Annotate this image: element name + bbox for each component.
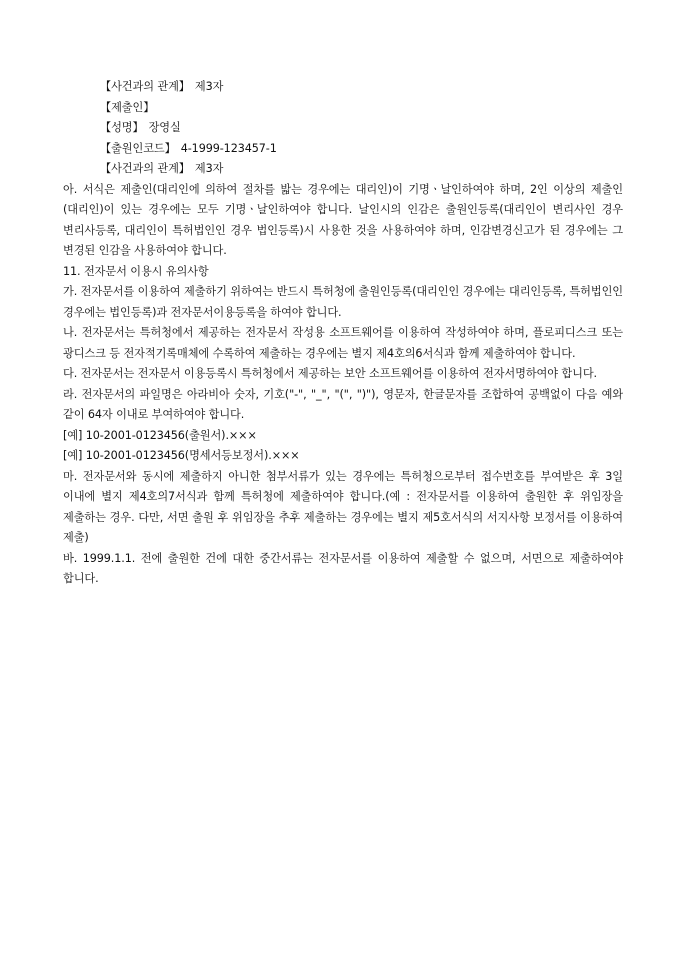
item-ba-paragraph: 바. 1999.1.1. 전에 출원한 건에 대한 중간서류는 전자문서를 이용하여 제출할 수 없으며, 서면으로 제출하여야 합니다. [63, 551, 623, 585]
field-applicant-code [63, 139, 623, 160]
item-a-paragraph: 아. 서식은 제출인(대리인에 의하여 절차를 밟는 경우에는 대리인)이 기명ㆍ날인하여야 하며, 2인 이상의 제출인(대리인)이 있는 경우에는 모두 기명ㆍ날인하여야 합니다. 날인시의 인감은 출원인등록(대리인이 변리사인 경우 변리사등록, 대리인이 특허법인인 경우 법인등록)시 사용한 것을 사용하여야 하며, 인감변경신고가 된 경우에는 그 변경된 인감을 사용하여야 합니다. [63, 182, 623, 257]
field-value: 제3자 [194, 162, 224, 175]
field-label: 【사건과의 관계】 [100, 80, 190, 93]
example-line: [예] 10-2001-0123456(명세서등보정서).××× [63, 449, 300, 462]
field-label: 【사건과의 관계】 [100, 162, 190, 175]
item-ma-paragraph: 마. 전자문서와 동시에 제출하지 아니한 첨부서류가 있는 경우에는 특허청으로부터 접수번호를 부여받은 후 3일 이내에 별지 제4호의7서식과 함께 특허청에 제출하여야 합니다.(예 : 전자문서를 이용하여 출원한 후 위임장을 제출하는 경우. 다만, 서면 출원 후 위임장을 추후 제출하는 경우에는 별지 제5호서식의 서지사항 보정서를 이용하여 제출) [63, 469, 623, 544]
field-relation-2 [63, 159, 623, 180]
section-title: 11. 전자문서 이용시 유의사항 [63, 264, 209, 278]
item-da-paragraph: 다. 전자문서는 전자문서 이용등록시 특허청에서 제공하는 보안 소프트웨어를 이용하여 전자서명하여야 합니다. [63, 367, 598, 380]
item-na-paragraph: 나. 전자문서는 특허청에서 제공하는 전자문서 작성용 소프트웨어를 이용하여 작성하여야 하며, 플로피디스크 또는 광디스크 등 전자적기록매체에 수록하여 제출하는 경우에는 별지 제4호의6서식과 함께 제출하여야 합니다. [63, 326, 623, 360]
field-label: 【제출인】 [100, 100, 155, 114]
field-value: 4-1999-123457-1 [180, 141, 277, 155]
field-label: 【출원인코드】 [100, 141, 176, 155]
item-ga-paragraph: 가. 전자문서를 이용하여 제출하기 위하여는 반드시 특허청에 출원인등록(대리인인 경우에는 대리인등록, 특허법인인 경우에는 법인등록)과 전자문서이용등록을 하여야 합니다. [63, 285, 623, 319]
field-relation-1 [63, 77, 623, 98]
field-name [63, 118, 623, 139]
field-submitter [63, 98, 623, 119]
field-label: 【성명】 [100, 121, 144, 134]
field-value: 장영실 [148, 121, 181, 134]
example-line: [예] 10-2001-0123456(출원서).××× [63, 428, 257, 442]
item-ra-paragraph: 라. 전자문서의 파일명은 아라비아 숫자, 기호("-", "_", "(", ")"), 영문자, 한글문자를 조합하여 공백없이 다음 예와 같이 64자 이내로 부여하여야 합니다. [63, 387, 623, 421]
field-value: 제3자 [194, 80, 224, 93]
document-body [63, 77, 623, 590]
